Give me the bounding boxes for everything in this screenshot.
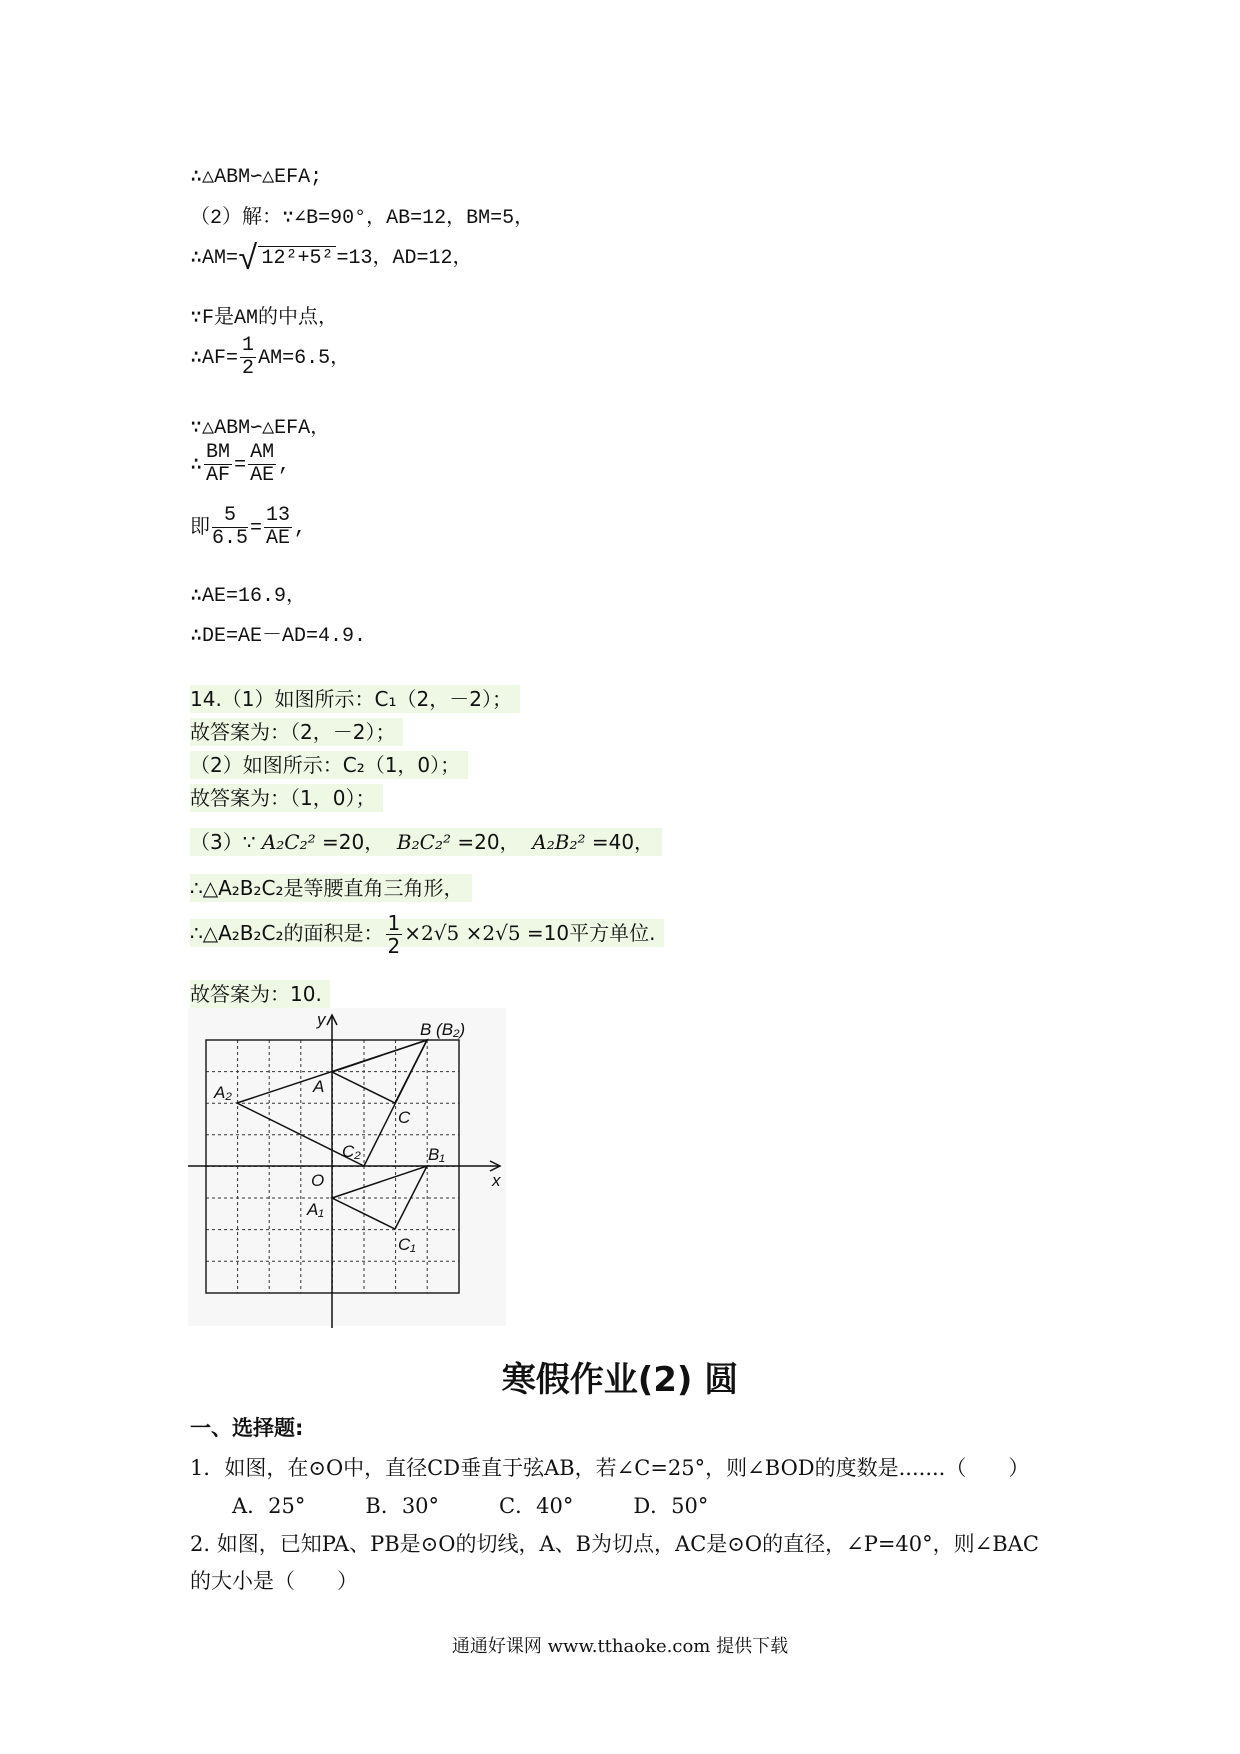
- sol14-line-4: [190, 782, 383, 811]
- highlighted-text: [190, 911, 664, 958]
- question-2-line-2: 的大小是（ ）: [190, 1569, 358, 1593]
- origin-label: O: [311, 1171, 325, 1190]
- fraction-denominator: AF: [206, 464, 231, 487]
- two-root-five: 2√5: [482, 921, 521, 945]
- sol13-line-8: 即 $\frac{5}{6.5}$ = $\frac{13}{AE}$ ,: [190, 504, 307, 550]
- fraction-numerator: BM: [206, 441, 231, 464]
- fraction-am-ae: [248, 442, 276, 487]
- point-c2-label: C₂: [342, 1142, 361, 1161]
- point-c-label: C: [398, 1108, 411, 1127]
- value-20: =20，: [321, 830, 385, 854]
- sol13-line-4: ∵F是AM的中点，: [190, 307, 339, 330]
- point-b-label: B (B₂): [420, 1020, 466, 1039]
- highlighted-text: 14.（1）如图所示：C₁（2，－2）；: [190, 685, 520, 713]
- area-prefix: ∴△A₂B₂C₂的面积是：: [190, 921, 384, 945]
- question-1: 1．如图，在⊙O中，直径CD垂直于弦AB，若∠C=25°，则∠BOD的度数是.......（ ）: [190, 1456, 1030, 1480]
- sol14-line-5: [190, 826, 662, 855]
- highlighted-text: 故答案为：（1，0）；: [190, 784, 383, 812]
- sol13-line-5: [190, 335, 350, 380]
- times-sign: ×: [465, 921, 483, 945]
- fraction-denominator: AE: [250, 464, 275, 487]
- point-b1-label: B₁: [428, 1145, 445, 1164]
- a2c2-squared: A₂C₂²: [261, 830, 316, 854]
- question-1-options: [232, 1490, 768, 1520]
- sqrt-expression: [238, 242, 336, 280]
- comma: ,: [294, 516, 307, 540]
- sol14-line-1: [190, 683, 520, 712]
- sol14-line-2: [190, 716, 403, 745]
- fraction-numerator: 13: [266, 504, 291, 527]
- page-footer: 通通好课网 www.tthaoke.com 提供下载: [451, 1636, 789, 1657]
- option-c: C．40°: [499, 1494, 574, 1518]
- option-a: A．25°: [232, 1494, 306, 1518]
- fraction-numerator: AM: [250, 441, 275, 464]
- b2c2-squared: B₂C₂²: [396, 830, 451, 854]
- sol13-af-prefix: ∴AF=: [190, 346, 239, 370]
- sol14-line-7: [190, 912, 664, 957]
- sol13-line-7: ∴ $\frac{BM}{AF}$ = $\frac{AM}{AE}$ ,: [190, 441, 291, 487]
- point-a1-label: A₁: [307, 1200, 324, 1219]
- section-heading: 一、选择题:: [190, 1416, 304, 1440]
- radicand: 12²+5²: [258, 246, 336, 270]
- fraction-numerator: 1: [242, 334, 255, 357]
- highlighted-text: 故答案为：（2，－2）；: [190, 718, 403, 746]
- option-d: D．50°: [633, 1494, 709, 1518]
- point-c1-label: C₁: [398, 1235, 416, 1254]
- point-a-label: A: [313, 1077, 325, 1096]
- fraction-half: [240, 335, 256, 380]
- y-axis-label: y: [317, 1010, 326, 1029]
- value-40: =40，: [591, 830, 655, 854]
- two-root-five: 2√5: [421, 921, 460, 945]
- highlighted-text: [190, 828, 662, 856]
- highlighted-text: ∴△A₂B₂C₂是等腰直角三角形，: [190, 874, 472, 902]
- page-title: 寒假作业(2) 圆: [501, 1360, 739, 1400]
- sol13-am-suffix: =13，AD=12，: [336, 247, 473, 270]
- comma: ,: [278, 453, 291, 477]
- highlighted-text: （2）如图所示：C₂（1，0）；: [190, 751, 468, 779]
- question-2-line-1: 2. 如图，已知PA、PB是⊙O的切线，A、B为切点，AC是⊙O的直径，∠P=40°，则∠BAC: [190, 1532, 1039, 1556]
- fraction-half: [386, 912, 403, 957]
- area-result: =10平方单位.: [526, 921, 656, 945]
- sol13-am-prefix: ∴AM=: [190, 247, 239, 270]
- because-text: （3）∵: [190, 830, 256, 854]
- sol14-line-6: [190, 872, 472, 901]
- fraction-13-ae: [264, 505, 292, 550]
- coordinate-grid-figure: [188, 1008, 508, 1328]
- highlighted-text: 故答案为：10.: [190, 980, 330, 1008]
- fraction-denominator: 2: [387, 934, 401, 958]
- sol14-line-8: [190, 978, 330, 1007]
- sol13-line-3: [190, 240, 472, 280]
- fraction-numerator: 1: [387, 911, 401, 935]
- fraction-denominator: 2: [242, 357, 255, 380]
- fraction-numerator: 5: [212, 505, 248, 528]
- a2b2-squared: A₂B₂²: [532, 830, 586, 854]
- ji-text: 即: [190, 516, 210, 540]
- times-sign: ×: [404, 921, 422, 945]
- value-20: =20，: [457, 830, 520, 854]
- fraction-denominator: AE: [266, 527, 291, 550]
- sol13-line-2: （2）解：∵∠B=90°，AB=12，BM=5，: [190, 207, 535, 230]
- x-axis-label: x: [492, 1171, 501, 1190]
- point-a2-label: A₂: [214, 1083, 232, 1102]
- sol13-line-6: ∵△ABM∽△EFA，: [190, 417, 331, 440]
- radical-sign-icon: √: [238, 242, 259, 280]
- sol13-line-10: ∴DE=AE－AD=4.9.: [190, 625, 367, 648]
- sol13-line-1: ∴△ABM∽△EFA;: [190, 166, 323, 189]
- fraction-denominator: 6.5: [212, 527, 249, 550]
- fraction-bm-af: [204, 442, 232, 487]
- therefore-symbol: ∴: [190, 453, 203, 477]
- option-b: B．30°: [365, 1494, 440, 1518]
- sol14-line-3: [190, 749, 468, 778]
- sol13-line-9: ∴AE=16.9，: [190, 585, 307, 608]
- sol13-af-suffix: AM=6.5，: [258, 346, 351, 370]
- fraction-5-6.5: [212, 505, 248, 550]
